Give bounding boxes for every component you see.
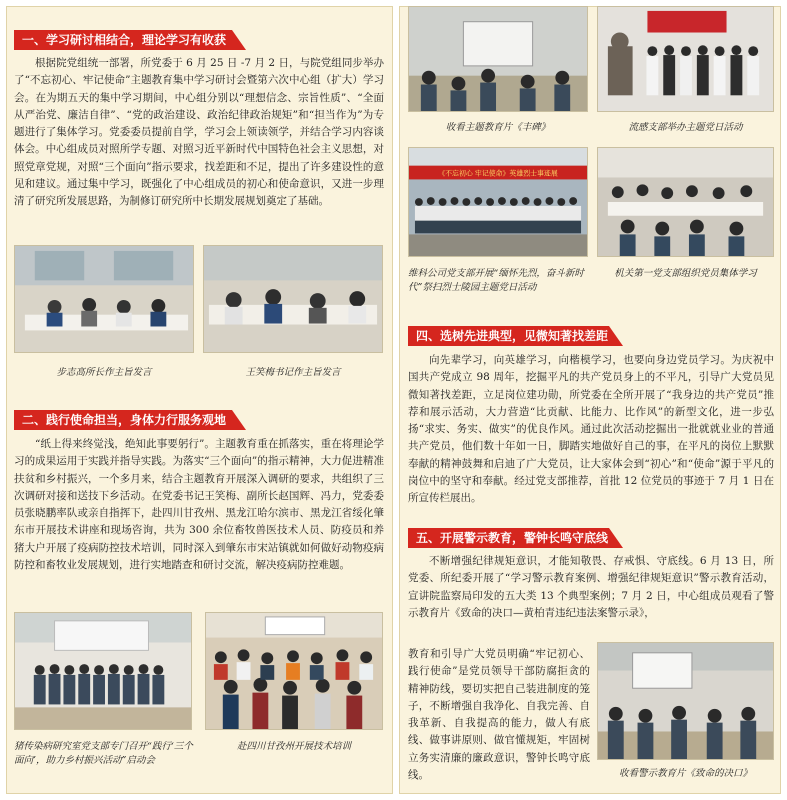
caption-photo-1: 步志高所长作主旨发言 [56,367,152,378]
section-body-5-top: 不断增强纪律规矩意识，才能知敬畏、存戒惧、守底线。6 月 13 日，所党委、所纪委开展了“学习警示教育案例、增强纪律规矩意识”警示教育活动，宣讲院监察局印发的五大类 13 个典型案例；7 月 2 日，中心组成员观看了警示教育片《致命的决口—黄柏青违纪违法案警示录》， [408,555,774,619]
caption-photo-2: 王笑梅书记作主旨发言 [245,367,341,378]
section-heading-2: 二、践行使命担当，身体力行服务观地 [14,410,246,430]
caption-photo-6: 流感支部举办主题党日活动 [628,122,743,133]
caption-photo-4: 赴四川甘孜州开展技术培训 [236,741,351,752]
section-body-2: “纸上得来终觉浅，绝知此事要躬行”。主题教育重在抓落实，重在将理论学习的成果运用于实践并指导实践。为落实“三个面向”的指示精神，大力促进精准扶贫和乡村振兴，一个多月来，结合主题教育开展深入调研的要求，共组织了三次调研对接和送技下乡活动。在党委书记王笑梅、副所长赵国辉、冯力，党委委员张晓鹏率队或亲自指挥下，赴四川甘孜州、黑龙江哈尔滨市、黑龙江省绥化肇东市开展技术讲座和现场咨询，共为 300 余位畜牧兽医技术人员、防疫员和养猪大户开展了疫病防控技术培训，同时深入到肇东市宋站镇就如何做好动物疫病防控和畜牧业发展规划，进行实地踏查和研讨交流，解决疫病防控难题。 [14,438,384,572]
photo-meeting-director [14,245,194,353]
banner-text: 《不忘初心 牢记使命》英雄烈士事迹展 [438,169,558,178]
caption-photo-5: 收看主题教育片《丰碑》 [445,122,551,133]
photo-warning-film [597,642,774,760]
section-heading-1: 一、学习研讨相结合，理论学习有收获 [14,30,246,50]
photo-flu-branch [597,6,774,112]
photo-film-fengbei [408,6,588,112]
section-body-5-bottom: 教育和引导广大党员明确“牢记初心、践行使命”是党员领导干部防腐拒贪的精神防线，要切实把自己装进制度的笼子，不断增强自我净化、自我完善、自我革新、自我提高的能力，做人有底线、做事讲原则、做官懂规矩，牢固树立务实清廉的廉政意识，警钟长鸣守底线。 [408,648,590,782]
photo-group-study [597,147,774,257]
caption-photo-8: 机关第一党支部组织党员集体学习 [614,268,757,279]
photo-ganzi-training [205,612,383,730]
section-body-4: 向先辈学习，向英雄学习，向楷模学习，也要向身边党员学习。为庆祝中国共产党成立 98 周年，挖掘平凡的共产党员身上的不平凡，引导广大党员见微知著找差距，立足岗位建功勋，所党委在全所开展了“我身边的共产党员”推荐和展示活动，大力营造“比贡献、比能力、比作风”的新型文化，进一步弘扬“求实、务实、做实”的优良作风。通过此次活动挖掘出一批就就业业的普通共产党员，他们数十年如一日，脚踏实地做好自己的事，在平凡的岗位上默默奉献的精神鼓舞和启迪了广大党员，让大家体会到“初心”和“使命”源于平凡的岗位中的坚守和奉献。经过党支部推荐，首批 12 位党员的事迹于 7 月 1 日在所宣传栏展出。 [408,354,774,505]
photo-meeting-secretary [203,245,383,353]
photo-martyrs-cemetery [408,147,588,257]
section-body-1: 根据院党组统一部署，所党委于 6 月 25 日 -7 月 2 日，与院党组同步举办了“不忘初心、牢记使命”主题教育集中学习研讨会暨第六次中心组（扩大）学习会。在为期五天的集中学习期间，中心组分别以“理想信念、宗旨性质”、“全面从严治党、廉洁自律”、“党的政治建设、政治纪律政治规矩”和“担当作为”为专题进行了集体学习。党委委员提前自学，学习会上领读领学，并结合学习内容谈体会。中心组成员对照所学专题、对照习近平新时代中国特色社会主义思想，对照党章党规，对照“三个面向”指示要求，找差距和不足，提出了许多建设性的意见和建议。通过集中学习，既强化了中心组成员的初心和使命意识，又进一步理清了研究所发展思路，为制修订研究所中长期发展规划奠定了基础。 [14,57,384,208]
caption-photo-3: 猪传染病研究室党支部专门召开“践行‘三个面向’，助力乡村振兴活动”启动会 [14,741,193,766]
section-heading-5: 五、开展警示教育，警钟长鸣守底线 [408,528,623,548]
photo-launch-meeting [14,612,192,730]
section-heading-4: 四、选树先进典型，见微知著找差距 [408,326,623,346]
caption-photo-9: 收看警示教育片《致命的决口》 [618,768,752,779]
caption-photo-7: 维科公司党支部开展“缅怀先烈，奋斗新时代”祭扫烈士陵园主题党日活动 [408,268,584,293]
